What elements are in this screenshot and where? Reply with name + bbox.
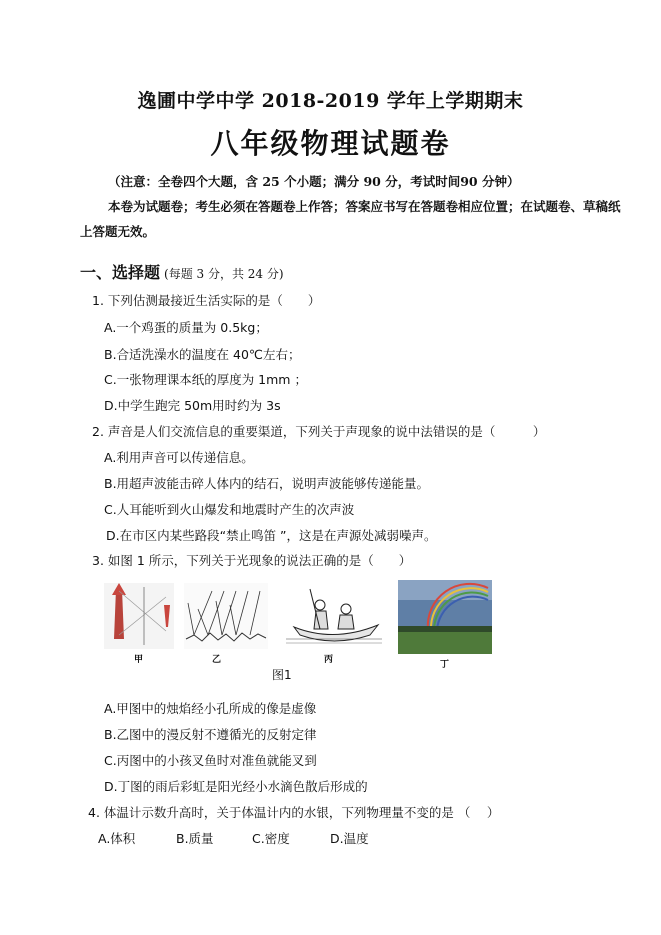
figure-caption-bing: 丙 [324, 655, 334, 665]
figure-yi-diffuse-reflection-image [184, 583, 268, 649]
question-2-option-b: B.用超声波能击碎人体内的结石，说明声波能够传递能量。 [104, 476, 430, 491]
figure-jia-pinhole-image [104, 583, 174, 649]
question-3-stem: 3. 如图 1 所示，下列关于光现象的说法正确的是（ ） [92, 553, 412, 568]
question-2-stem: 2. 声音是人们交流信息的重要渠道，下列关于声现象的说中法错误的是（ ） [92, 424, 546, 439]
section-title: 一、选择题 [80, 263, 161, 282]
figure-caption-jia: 甲 [134, 655, 144, 665]
exam-instructions-line-2: 上答题无效。 [80, 224, 156, 239]
exam-title: 八年级物理试题卷 [210, 127, 451, 160]
question-3-option-a: A.甲图中的烛焰经小孔所成的像是虚像 [104, 701, 317, 716]
question-3-option-c: C.丙图中的小孩叉鱼时对准鱼就能叉到 [104, 753, 317, 768]
question-1-option-c: C.一张物理课本纸的厚度为 1mm ； [104, 372, 307, 387]
question-4-stem: 4. 体温计示数升高时，关于体温计内的水银，下列物理量不变的是 （ ） [88, 805, 500, 820]
question-4-option-a: A.体积 [98, 831, 136, 846]
question-2-option-c: C.人耳能听到火山爆发和地震时产生的次声波 [104, 502, 355, 517]
figure-label: 图1 [272, 668, 292, 682]
question-4-option-b: B.质量 [176, 831, 214, 846]
question-3-option-b: B.乙图中的漫反射不遵循光的反射定律 [104, 727, 317, 742]
exam-note: （注意：全卷四个大题，含 25 个小题；满分 90 分，考试时间90 分钟） [108, 174, 520, 189]
figure-caption-ding: 丁 [440, 660, 450, 670]
question-1-option-a: A.一个鸡蛋的质量为 0.5kg； [104, 320, 268, 335]
figure-ding-rainbow-photo [398, 580, 492, 654]
exam-instructions-line-1: 本卷为试题卷；考生必须在答题卷上作答；答案应书写在答题卷相应位置；在试题卷、草稿纸 [108, 199, 621, 214]
question-2-option-a: A.利用声音可以传递信息。 [104, 450, 254, 465]
question-3-option-d: D.丁图的雨后彩虹是阳光经小水滴色散后形成的 [104, 779, 368, 794]
section-heading [80, 260, 284, 283]
question-2-option-d: D.在市区内某些路段“禁止鸣笛 ”，这是在声源处减弱噪声。 [106, 528, 437, 543]
section-score-note: (每题 3 分，共 24 分) [164, 267, 284, 281]
question-4-option-d: D.温度 [330, 831, 369, 846]
school-exam-header: 逸圃中学中学 2018-2019 学年上学期期末 [137, 90, 524, 112]
figure-caption-yi: 乙 [212, 655, 222, 665]
question-1-option-b: B.合适洗澡水的温度在 40℃左右； [104, 347, 301, 362]
question-4-option-c: C.密度 [252, 831, 290, 846]
figure-bing-fishing-boat-image [286, 583, 382, 649]
question-1-stem: 1. 下列估测最接近生活实际的是（ ） [92, 293, 321, 308]
question-1-option-d: D.中学生跑完 50m用时约为 3s [104, 398, 281, 413]
